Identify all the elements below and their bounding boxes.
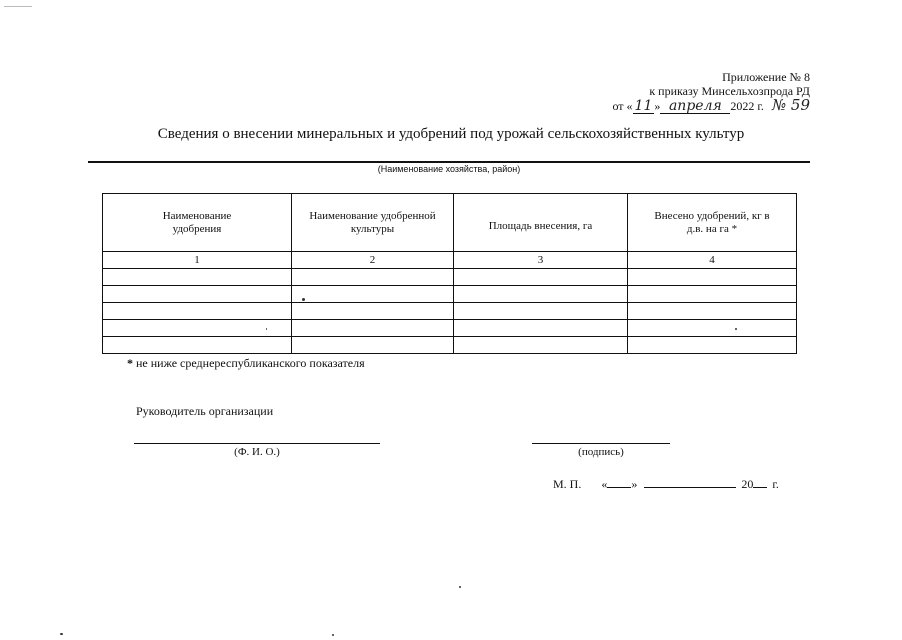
- year-suffix: г.: [772, 477, 779, 491]
- header-applied-amount: [628, 194, 797, 252]
- header-area-text: Площадь внесения, га: [488, 220, 593, 232]
- day-open-quote: «: [601, 477, 608, 491]
- table-cell[interactable]: [103, 303, 292, 320]
- table-cell[interactable]: [454, 320, 628, 337]
- stamp-date-line: [553, 477, 779, 492]
- year-prefix: 20: [741, 477, 754, 491]
- table-cell[interactable]: [628, 320, 797, 337]
- table-cell[interactable]: [292, 320, 454, 337]
- header-crop-name: [292, 194, 454, 252]
- table-cell[interactable]: [292, 286, 454, 303]
- footnote-text: не ниже среднереспубликанского показателя: [136, 356, 365, 370]
- table-cell[interactable]: [454, 337, 628, 354]
- footnote: [127, 356, 365, 371]
- scan-speck: [735, 328, 737, 330]
- table-cell[interactable]: [454, 303, 628, 320]
- column-number: 3: [454, 252, 628, 269]
- date-prefix: от «: [612, 99, 633, 113]
- appendix-date-line: [612, 98, 810, 114]
- table-cell[interactable]: [103, 337, 292, 354]
- table-cell[interactable]: [628, 286, 797, 303]
- table-cell[interactable]: [292, 303, 454, 320]
- header-fertilizer-name-text: Наименование удобрения: [162, 209, 232, 235]
- head-of-organization-label: Руководитель организации: [136, 404, 274, 418]
- header-crop-name-text: Наименование удобренной культуры: [309, 209, 436, 235]
- signature-line[interactable]: [532, 443, 670, 444]
- month-blank[interactable]: [644, 477, 736, 488]
- column-number: 4: [628, 252, 797, 269]
- stamp-place-label: М. П.: [553, 477, 582, 491]
- header-applied-amount-text: Внесено удобрений, кг в д.в. на га *: [654, 209, 770, 235]
- table-cell[interactable]: [628, 269, 797, 286]
- organization-line: [88, 161, 810, 163]
- scan-speck: [302, 298, 305, 301]
- scan-speck: [4, 6, 32, 7]
- appendix-number: Приложение № 8: [722, 70, 810, 84]
- handwritten-month: апреля: [660, 99, 730, 114]
- table-cell[interactable]: [628, 337, 797, 354]
- organization-caption: (Наименование хозяйства, район): [377, 164, 521, 174]
- column-number: 1: [103, 252, 292, 269]
- handwritten-order-number: № 59: [771, 96, 810, 114]
- table-row: [103, 269, 797, 286]
- table-cell[interactable]: [292, 269, 454, 286]
- table-cell[interactable]: [103, 286, 292, 303]
- table-cell[interactable]: [103, 320, 292, 337]
- date-close-quote: »: [654, 99, 661, 113]
- appendix-block: [612, 70, 810, 114]
- table-row: [103, 303, 797, 320]
- signature-caption: (подпись): [578, 446, 624, 458]
- name-signature-line[interactable]: [134, 443, 380, 444]
- year-blank[interactable]: [753, 477, 767, 488]
- name-caption: (Ф. И. О.): [234, 446, 280, 458]
- table-cell[interactable]: [628, 303, 797, 320]
- table-row: [103, 337, 797, 354]
- table-cell[interactable]: [454, 269, 628, 286]
- table-cell[interactable]: [454, 286, 628, 303]
- header-area: [454, 194, 628, 252]
- scan-speck: [459, 586, 461, 588]
- scan-speck: [60, 633, 63, 635]
- date-year: 2022 г.: [730, 99, 764, 113]
- handwritten-day: 11: [634, 98, 653, 114]
- table-row: [103, 320, 797, 337]
- scan-speck: [332, 634, 334, 636]
- table-cell[interactable]: [292, 337, 454, 354]
- footnote-asterisk: *: [127, 356, 133, 370]
- fertilizer-table: [102, 193, 797, 354]
- scan-speck: [266, 328, 267, 330]
- column-number-row: [103, 252, 797, 269]
- day-blank[interactable]: [607, 477, 631, 488]
- appendix-order-reference: к приказу Минсельхозпрода РД: [649, 84, 810, 98]
- table-row: [103, 286, 797, 303]
- document-title: Сведения о внесении минеральных и удобрений под урожай сельскохозяйственных культур: [157, 126, 745, 142]
- column-number: 2: [292, 252, 454, 269]
- table-header-row: [103, 194, 797, 252]
- table-cell[interactable]: [103, 269, 292, 286]
- day-close-quote: »: [631, 477, 638, 491]
- header-fertilizer-name: [103, 194, 292, 252]
